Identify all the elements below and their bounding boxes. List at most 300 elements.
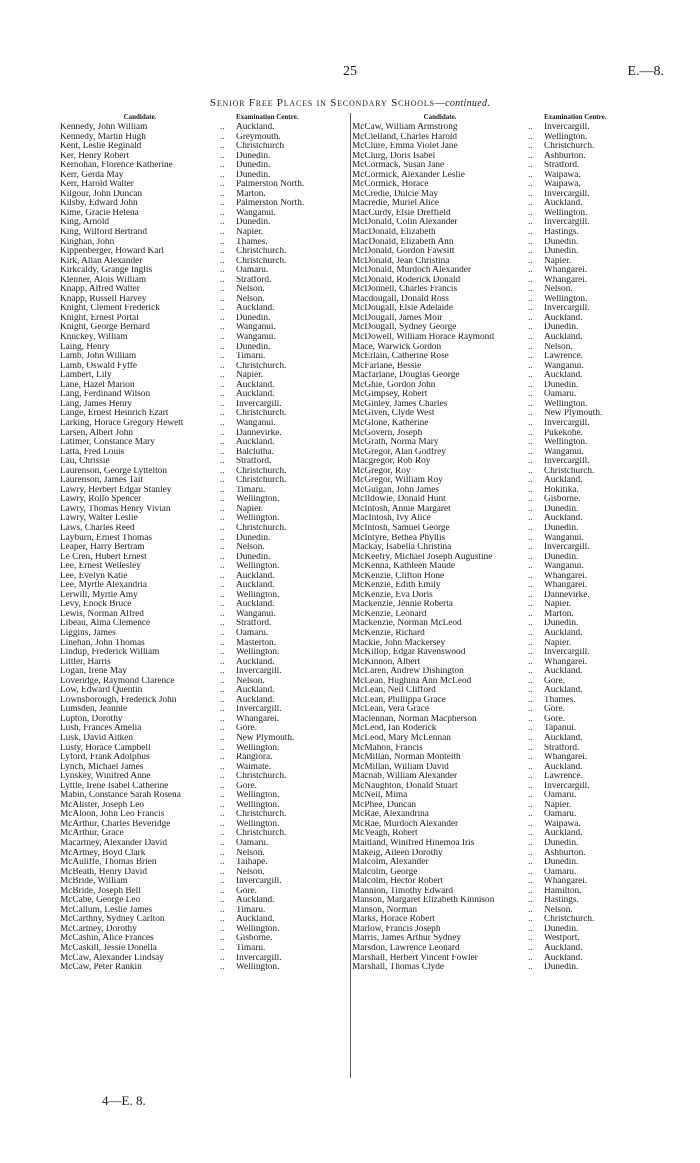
table-row (352, 486, 652, 496)
leader-dots: .. (220, 371, 225, 381)
examination-centre: Pukekohe. (544, 428, 583, 438)
examination-centre: Wellington. (236, 800, 280, 810)
examination-centre: Invercargill. (544, 418, 590, 428)
table-row (60, 524, 350, 534)
table-row (352, 572, 652, 582)
table-row (352, 161, 652, 171)
candidate-name: Latimer, Constance Mary (60, 438, 155, 448)
leader-dots: .. (528, 523, 533, 533)
candidate-header: Candidate. (423, 113, 457, 121)
table-row (352, 963, 652, 973)
table-row (352, 849, 652, 859)
leader-dots: .. (528, 457, 533, 467)
table-row (60, 934, 350, 944)
examination-centre: Dunedin. (236, 313, 271, 323)
table-row (352, 438, 652, 448)
candidate-name: Levy, Enock Bruce (60, 600, 132, 610)
examination-centre: Dunedin. (544, 924, 579, 934)
candidate-name: Lerwill, Myrtle Amy (60, 590, 138, 600)
candidate-name: Kent, Leslie Reginald (60, 142, 142, 152)
candidate-name: MacIntosh, Ivy Alice (352, 514, 431, 524)
candidate-name: McCaskill, Jessie Donella (60, 944, 157, 954)
table-row (352, 476, 652, 486)
table-row (60, 954, 350, 964)
candidate-name: McCormick, Horace (352, 180, 429, 190)
table-title (0, 97, 700, 109)
leader-dots: .. (220, 523, 225, 533)
candidate-name: Kirk, Allan Alexander (60, 256, 143, 266)
examination-centre: Invercargill. (236, 705, 282, 715)
examination-centre: Rangiora. (236, 753, 273, 763)
leader-dots: .. (528, 905, 533, 915)
leader-dots: .. (528, 953, 533, 963)
examination-centre: Stratford. (236, 619, 272, 629)
candidate-name: McNeil, Mima (352, 791, 408, 801)
candidate-name: McGovern, Joseph (352, 428, 423, 438)
table-row (60, 276, 350, 286)
leader-dots: .. (528, 600, 533, 610)
examination-centre: Waipawa. (544, 170, 581, 180)
candidate-name: Kirkcaldy, Grange Inglis (60, 266, 153, 276)
leader-dots: .. (528, 753, 533, 763)
table-row (60, 419, 350, 429)
leader-dots: .. (528, 428, 533, 438)
left-rows (60, 123, 350, 973)
candidate-name: Lange, Ernest Heinrich Ezart (60, 409, 169, 419)
candidate-name: McDowell, William Horace Raymond (352, 333, 494, 343)
examination-centre: Wellington. (236, 495, 280, 505)
leader-dots: .. (220, 447, 225, 457)
table-row (60, 400, 350, 410)
candidate-name: McKillop, Edgar Ravenswood (352, 648, 466, 658)
table-row (352, 791, 652, 801)
table-row (60, 257, 350, 267)
table-row (352, 505, 652, 515)
table-row (60, 362, 350, 372)
examination-centre: Dunedin. (236, 552, 271, 562)
examination-centre: Dunedin. (544, 839, 579, 849)
examination-centre: Napier. (236, 504, 264, 514)
table-row (352, 543, 652, 553)
candidate-name: McDonnell, Charles Francis (352, 285, 458, 295)
candidate-name: Libeau, Alma Clemence (60, 619, 151, 629)
table-row (352, 581, 652, 591)
leader-dots: .. (528, 333, 533, 343)
candidate-name: McClurg, Doris Isabel (352, 151, 436, 161)
examination-centre: Wellington. (236, 562, 280, 572)
candidate-name: McCaw, Alexander Lindsay (60, 953, 164, 963)
candidate-name: McVeagh, Robert (352, 829, 418, 839)
table-row (60, 791, 350, 801)
leader-dots: .. (220, 800, 225, 810)
examination-centre: Wanganui. (236, 609, 276, 619)
candidate-name: MacDonald, Elizabeth (352, 228, 436, 238)
candidate-name: McLean, Neil Clifford (352, 686, 436, 696)
leader-dots: .. (220, 457, 225, 467)
candidate-name: McDonald, Colin Alexander (352, 218, 458, 228)
candidate-name: King, Wilford Bertrand (60, 228, 147, 238)
leader-dots: .. (528, 361, 533, 371)
table-row (352, 887, 652, 897)
candidate-name: McKenzie, Richard (352, 628, 425, 638)
examination-centre: Masterton. (236, 638, 277, 648)
candidate-name: McClure, Emma Violet Jane (352, 142, 458, 152)
table-row (352, 218, 652, 228)
examination-centre: Auckland. (544, 199, 583, 209)
examination-centre: Ashburton. (544, 848, 586, 858)
leader-dots: .. (528, 514, 533, 524)
candidate-name: McIntosh, Samuel George (352, 523, 450, 533)
candidate-name: McIntyre, Bethea Phyllis (352, 533, 446, 543)
examination-centre: Christchurch. (544, 915, 595, 925)
examination-centre: Wanganui. (236, 418, 276, 428)
examination-centre: Nelson. (544, 342, 573, 352)
examination-centre: Oamaru. (544, 867, 577, 877)
examination-centre: Wellington. (544, 208, 588, 218)
examination-centre: Invercargill. (544, 648, 590, 658)
candidate-name: Macnab, William Alexander (352, 772, 458, 782)
leader-dots: .. (528, 132, 533, 142)
table-row (60, 667, 350, 677)
candidate-name: McCaw, Peter Rankin (60, 963, 142, 973)
table-row (60, 323, 350, 333)
candidate-name: Kime, Gracie Helena (60, 208, 139, 218)
examination-centre: Stratford. (544, 161, 580, 171)
examination-centre: Balclutha. (236, 447, 274, 457)
table-row (60, 619, 350, 629)
table-row (352, 238, 652, 248)
candidate-name: Lang, Ferdinand Wilson (60, 390, 151, 400)
leader-dots: .. (528, 676, 533, 686)
leader-dots: .. (528, 562, 533, 572)
candidate-name: McDonald, Roderick Donald (352, 275, 461, 285)
leader-dots: .. (528, 571, 533, 581)
candidate-name: Layburn, Ernest Thomas (60, 533, 153, 543)
candidate-name: Knight, George Bernard (60, 323, 150, 333)
candidate-name: McLaren, Andrew Dishington (352, 667, 464, 677)
examination-centre: Dunedin. (544, 552, 579, 562)
right-column-header (352, 113, 652, 123)
table-row (352, 390, 652, 400)
candidate-name: McKinnon, Albert (352, 657, 421, 667)
header-spacer (220, 113, 236, 123)
examination-centre: Hamilton. (544, 886, 582, 896)
leader-dots: .. (528, 839, 533, 849)
examination-centre: Christchurch. (236, 476, 287, 486)
candidate-name: McClelland, Charles Harold (352, 132, 458, 142)
candidate-name: McFarlane, Bessie (352, 361, 422, 371)
candidate-name: Lush, Frances Amelia (60, 724, 142, 734)
leader-dots: .. (528, 418, 533, 428)
examination-centre: Nelson. (236, 543, 265, 553)
candidate-name: Mace, Warwick Gordon (352, 342, 442, 352)
leader-dots: .. (220, 648, 225, 658)
candidate-name: Macartney, Alexander David (60, 839, 168, 849)
leader-dots: .. (220, 294, 225, 304)
candidate-name: McGregor, Alan Godfrey (352, 447, 446, 457)
candidate-name: Mabin, Constance Sarah Rosena (60, 791, 181, 801)
leader-dots: .. (220, 791, 225, 801)
title-period: . (487, 98, 491, 109)
table-row (352, 123, 652, 133)
leader-dots: .. (220, 533, 225, 543)
table-row (352, 801, 652, 811)
examination-centre: Nelson. (236, 848, 265, 858)
candidate-name: Macredie, Muriel Alice (352, 199, 439, 209)
leader-dots: .. (528, 743, 533, 753)
leader-dots: .. (220, 848, 225, 858)
table-row (352, 562, 652, 572)
examination-centre: Gisborne. (236, 934, 273, 944)
examination-centre: Auckland. (544, 476, 583, 486)
table-row (60, 333, 350, 343)
candidate-name: Logan, Irene May (60, 667, 127, 677)
leader-dots: .. (220, 438, 225, 448)
candidate-name: McMahon, Francis (352, 743, 423, 753)
examination-centre: Gore. (236, 724, 257, 734)
leader-dots: .. (220, 714, 225, 724)
candidate-name: McGiven, Clyde West (352, 409, 435, 419)
examination-centre: Wellington. (236, 819, 280, 829)
examination-centre: Gore. (236, 781, 257, 791)
candidate-name: Lusty, Horace Campbell (60, 743, 151, 753)
candidate-name: Makeig, Aileen Dorothy (352, 848, 443, 858)
examination-centre: Wellington. (236, 743, 280, 753)
examination-centre: Auckland. (236, 686, 275, 696)
table-row (352, 314, 652, 324)
examination-centre: Auckland. (236, 581, 275, 591)
leader-dots: .. (528, 800, 533, 810)
table-row (352, 429, 652, 439)
leader-dots: .. (220, 896, 225, 906)
table-row (60, 772, 350, 782)
table-row (60, 123, 350, 133)
candidate-name: Lownsborough, Frederick John (60, 695, 177, 705)
leader-dots: .. (220, 514, 225, 524)
examination-centre: Auckland. (236, 571, 275, 581)
candidate-name: McCormick, Alexander Leslie (352, 170, 465, 180)
leader-dots: .. (528, 218, 533, 228)
examination-centre: Christchurch. (236, 772, 287, 782)
candidate-name: Laurenson, George Lyttelton (60, 466, 167, 476)
table-row (352, 954, 652, 964)
candidate-name: Malcolm, Hector Robert (352, 877, 444, 887)
examination-centre: Nelson. (544, 905, 573, 915)
leader-dots: .. (220, 237, 225, 247)
table-row (60, 457, 350, 467)
table-row (352, 782, 652, 792)
table-row (60, 467, 350, 477)
leader-dots: .. (528, 294, 533, 304)
examination-centre: Stratford. (236, 275, 272, 285)
table-row (60, 610, 350, 620)
table-row (60, 409, 350, 419)
candidate-name: McAuliffe, Thomas Brien (60, 858, 157, 868)
table-row (60, 448, 350, 458)
examination-centre: Auckland. (544, 762, 583, 772)
table-row (60, 495, 350, 505)
candidate-name: McCormack, Susan Jane (352, 161, 445, 171)
candidate-name: Loveridge, Raymond Clarence (60, 676, 175, 686)
leader-dots: .. (220, 762, 225, 772)
table-row (60, 705, 350, 715)
candidate-name: McKenzie, Clifton Hone (352, 571, 445, 581)
table-row (352, 190, 652, 200)
leader-dots: .. (528, 667, 533, 677)
examination-centre: Invercargill. (544, 781, 590, 791)
examination-centre: Napier. (544, 256, 572, 266)
table-row (60, 228, 350, 238)
candidate-name: Knapp, Alfred Walter (60, 285, 140, 295)
table-row (60, 963, 350, 973)
leader-dots: .. (220, 628, 225, 638)
candidate-name: Maitland, Winifred Hinemoa Iris (352, 839, 475, 849)
table-row (352, 323, 652, 333)
table-row (352, 944, 652, 954)
candidate-name: Lawry, Rollo Spencer (60, 495, 142, 505)
right-rows (352, 123, 652, 973)
leader-dots: .. (220, 781, 225, 791)
examination-centre: Invercargill. (544, 543, 590, 553)
candidate-name: McArthur, Charles Beveridge (60, 819, 171, 829)
leader-dots: .. (528, 256, 533, 266)
table-row (60, 285, 350, 295)
table-row (60, 180, 350, 190)
examination-centre: Dannevirke. (236, 428, 282, 438)
examination-centre: Auckland. (236, 438, 275, 448)
leader-dots: .. (220, 829, 225, 839)
left-column-header (60, 113, 350, 123)
leader-dots: .. (220, 609, 225, 619)
examination-centre: Timaru. (236, 905, 266, 915)
candidate-name: McLean, Vera Grace (352, 705, 429, 715)
leader-dots: .. (528, 208, 533, 218)
examination-centre: Wellington. (544, 294, 588, 304)
candidate-name: Malcolm, George (352, 867, 418, 877)
examination-centre: Auckland. (544, 667, 583, 677)
table-row (352, 371, 652, 381)
leader-dots: .. (220, 161, 225, 171)
leader-dots: .. (220, 333, 225, 343)
leader-dots: .. (220, 313, 225, 323)
leader-dots: .. (220, 924, 225, 934)
examination-centre: Dunedin. (236, 161, 271, 171)
table-row (352, 829, 652, 839)
leader-dots: .. (220, 418, 225, 428)
candidate-name: Laurenson, James Tait (60, 476, 144, 486)
table-row (60, 591, 350, 601)
examination-centre: Napier. (544, 638, 572, 648)
table-row (352, 514, 652, 524)
candidate-name: McLeod, Ian Roderick (352, 724, 437, 734)
table-row (352, 199, 652, 209)
candidate-name: Manson, Norman (352, 905, 418, 915)
examination-centre: Christchurch. (236, 409, 287, 419)
examination-centre: Christchurch. (544, 142, 595, 152)
leader-dots: .. (220, 476, 225, 486)
table-row (352, 715, 652, 725)
table-row (60, 763, 350, 773)
leader-dots: .. (528, 762, 533, 772)
examination-centre: Nelson. (544, 285, 573, 295)
examination-centre: Invercargill. (236, 667, 282, 677)
table-row (60, 161, 350, 171)
candidate-name: King, Arnold (60, 218, 110, 228)
leader-dots: .. (528, 915, 533, 925)
table-row (352, 257, 652, 267)
table-row (352, 419, 652, 429)
table-row (352, 381, 652, 391)
candidate-name: Lumsden, Jeannie (60, 705, 128, 715)
candidate-name: Mackenzie, Norman McLeod (352, 619, 462, 629)
examination-centre: Dunedin. (544, 323, 579, 333)
right-column (352, 113, 652, 973)
examination-centre: Auckland. (236, 896, 275, 906)
examination-centre: Wanganui. (544, 533, 584, 543)
candidate-name: Lee, Evelyn Katie (60, 571, 128, 581)
examination-centre: Auckland. (236, 695, 275, 705)
table-row (352, 877, 652, 887)
candidate-name: Knapp, Russell Harvey (60, 294, 147, 304)
examination-centre: Palmerston North. (236, 199, 305, 209)
examination-centre: Dunedin. (236, 218, 271, 228)
table-row (352, 858, 652, 868)
examination-centre: Lawrence. (544, 352, 583, 362)
candidate-name: McLean, Hughina Ann McLeod (352, 676, 472, 686)
examination-centre: Dunedin. (544, 858, 579, 868)
leader-dots: .. (528, 447, 533, 457)
leader-dots: .. (220, 552, 225, 562)
candidate-name: McKenzie, Eva Doris (352, 590, 433, 600)
examination-centre: Waipawa. (544, 180, 581, 190)
examination-centre: Hokitika. (544, 485, 579, 495)
candidate-name: McGregor, William Roy (352, 476, 443, 486)
table-row (60, 868, 350, 878)
table-row (60, 534, 350, 544)
candidate-name: McRae, Murdoch Alexander (352, 819, 459, 829)
leader-dots: .. (220, 361, 225, 371)
table-row (60, 639, 350, 649)
examination-centre: Westport. (544, 934, 580, 944)
table-row (352, 467, 652, 477)
examination-centre: Nelson. (236, 294, 265, 304)
candidate-name: McErlain, Catherine Rose (352, 352, 449, 362)
candidate-name: McGinley, James Charles (352, 399, 448, 409)
table-row (60, 371, 350, 381)
candidate-name: Lawry, Thomas Henry Vivian (60, 504, 171, 514)
candidate-name: McGregor, Roy (352, 466, 411, 476)
table-row (352, 619, 652, 629)
examination-centre: Nelson. (236, 676, 265, 686)
table-row (352, 686, 652, 696)
leader-dots: .. (220, 934, 225, 944)
table-row (352, 677, 652, 687)
table-row (352, 915, 652, 925)
examination-centre: Napier. (236, 371, 264, 381)
leader-dots: .. (528, 810, 533, 820)
candidate-name: McBride, William (60, 877, 128, 887)
examination-centre: Wellington. (236, 590, 280, 600)
examination-centre: Dunedin. (544, 504, 579, 514)
table-row (352, 610, 652, 620)
candidate-name: McArtney, Boyd Clark (60, 848, 146, 858)
examination-centre: Auckland. (544, 333, 583, 343)
table-row (352, 839, 652, 849)
leader-dots: .. (220, 953, 225, 963)
examination-centre: Auckland. (236, 304, 275, 314)
candidate-name: Kerr, Harold Walter (60, 180, 134, 190)
candidate-name: Knuckey, William (60, 333, 128, 343)
